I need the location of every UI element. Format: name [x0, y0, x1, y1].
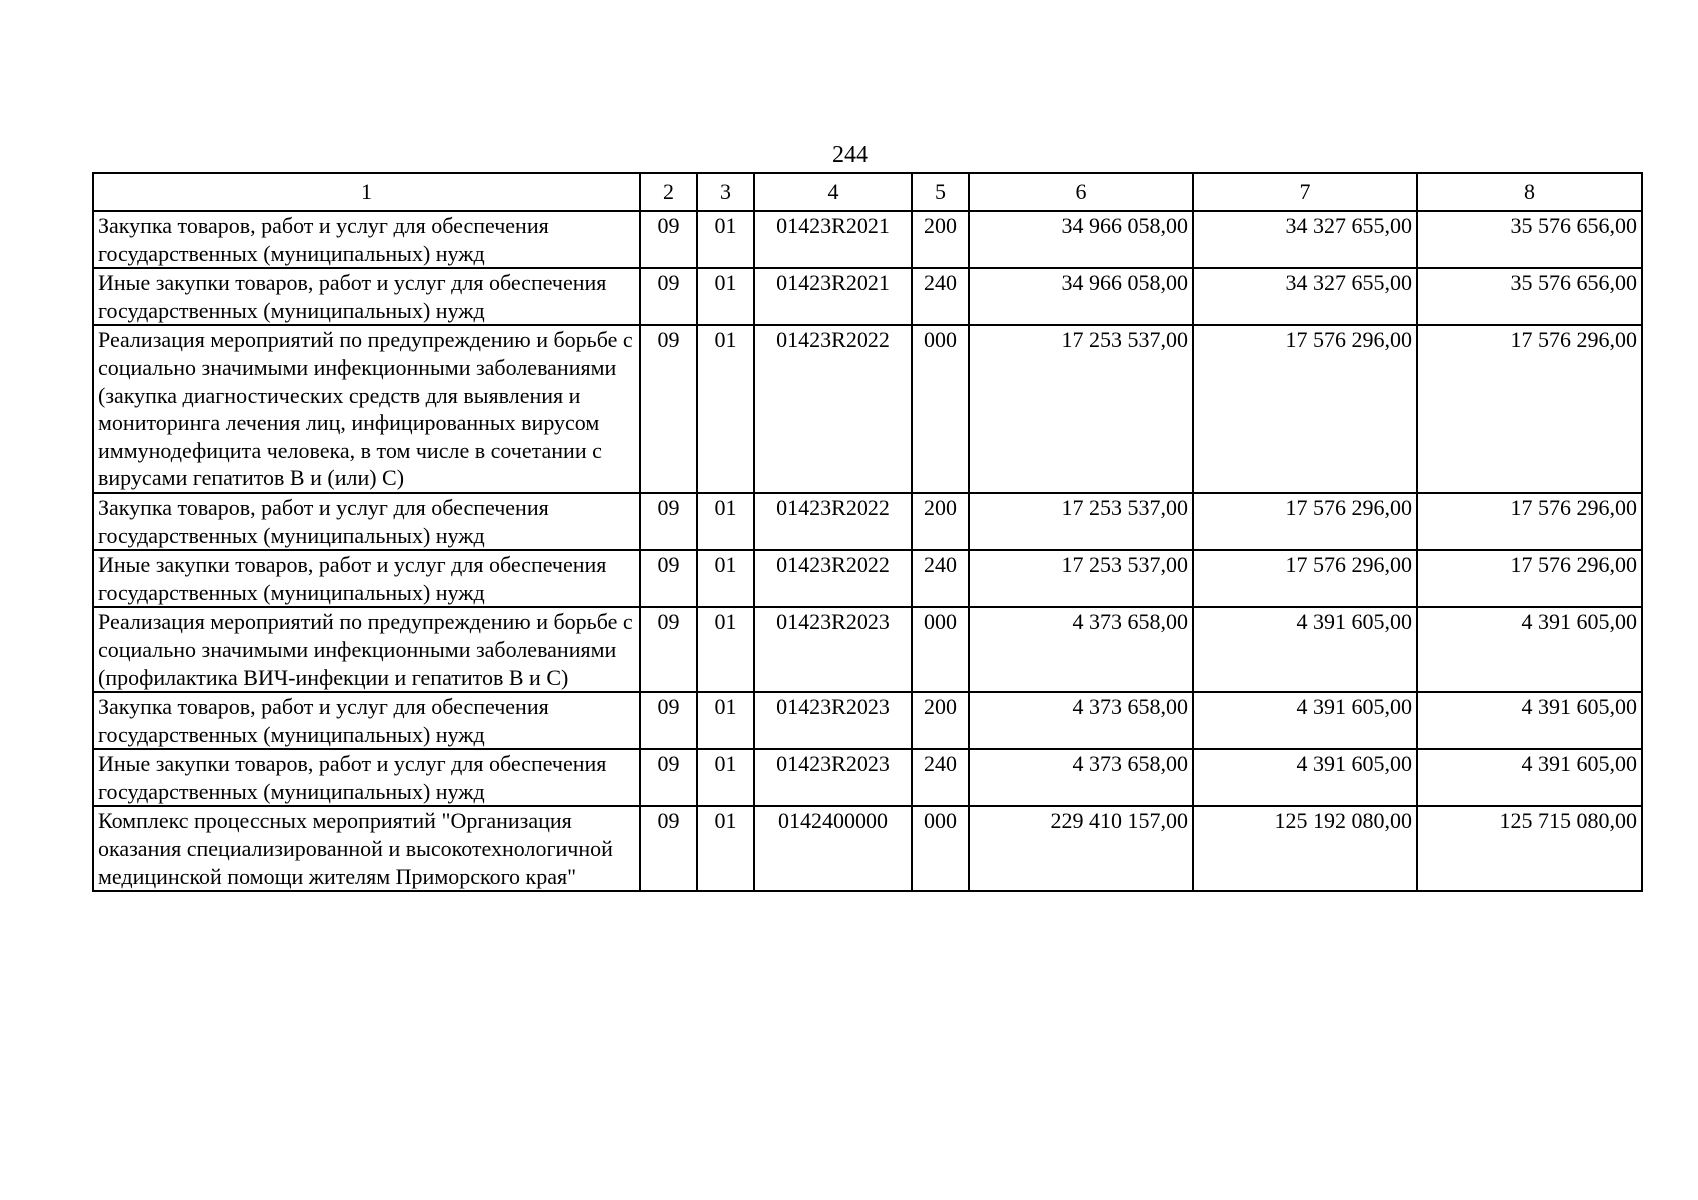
- amount-col-8: 125 715 080,00: [1417, 806, 1642, 891]
- table-row: [93, 607, 1642, 692]
- amount-col-7: 4 391 605,00: [1193, 692, 1417, 749]
- table-row: [93, 493, 1642, 550]
- column-header: 1: [93, 173, 640, 211]
- amount-col-7: 4 391 605,00: [1193, 607, 1417, 692]
- amount-col-6: 17 253 537,00: [969, 325, 1193, 493]
- row-name: Закупка товаров, работ и услуг для обеспечения государственных (муниципальных) нужд: [93, 692, 640, 749]
- row-name: Реализация мероприятий по предупреждению и борьбе с социально значимыми инфекционными заболеваниями (профилактика ВИЧ-инфекции и гепатитов B и C): [93, 607, 640, 692]
- amount-col-8: 4 391 605,00: [1417, 607, 1642, 692]
- amount-col-8: 17 576 296,00: [1417, 325, 1642, 493]
- amount-col-6: 4 373 658,00: [969, 749, 1193, 806]
- expense-type-code: 200: [912, 211, 969, 268]
- subsection-code: 01: [697, 607, 754, 692]
- expense-type-code: 200: [912, 692, 969, 749]
- column-header: 2: [640, 173, 697, 211]
- amount-col-6: 4 373 658,00: [969, 607, 1193, 692]
- section-code: 09: [640, 692, 697, 749]
- amount-col-6: 34 966 058,00: [969, 268, 1193, 325]
- subsection-code: 01: [697, 268, 754, 325]
- expense-type-code: 200: [912, 493, 969, 550]
- column-header: 4: [754, 173, 912, 211]
- target-article-code: 01423R2023: [754, 749, 912, 806]
- expense-type-code: 000: [912, 325, 969, 493]
- row-name: Закупка товаров, работ и услуг для обеспечения государственных (муниципальных) нужд: [93, 211, 640, 268]
- target-article-code: 01423R2022: [754, 325, 912, 493]
- amount-col-7: 34 327 655,00: [1193, 268, 1417, 325]
- section-code: 09: [640, 268, 697, 325]
- amount-col-6: 17 253 537,00: [969, 493, 1193, 550]
- table-row: [93, 211, 1642, 268]
- page-number: 244: [832, 142, 868, 168]
- amount-col-8: 17 576 296,00: [1417, 550, 1642, 607]
- amount-col-7: 34 327 655,00: [1193, 211, 1417, 268]
- expense-type-code: 240: [912, 550, 969, 607]
- section-code: 09: [640, 607, 697, 692]
- row-name: Иные закупки товаров, работ и услуг для обеспечения государственных (муниципальных) нужд: [93, 550, 640, 607]
- section-code: 09: [640, 806, 697, 891]
- amount-col-8: 35 576 656,00: [1417, 211, 1642, 268]
- column-header: 7: [1193, 173, 1417, 211]
- expense-type-code: 000: [912, 806, 969, 891]
- target-article-code: 01423R2022: [754, 493, 912, 550]
- amount-col-7: 125 192 080,00: [1193, 806, 1417, 891]
- amount-col-7: 17 576 296,00: [1193, 550, 1417, 607]
- column-header: 3: [697, 173, 754, 211]
- target-article-code: 01423R2022: [754, 550, 912, 607]
- amount-col-6: 34 966 058,00: [969, 211, 1193, 268]
- expense-type-code: 240: [912, 268, 969, 325]
- table-row: [93, 268, 1642, 325]
- amount-col-7: 17 576 296,00: [1193, 493, 1417, 550]
- amount-col-8: 17 576 296,00: [1417, 493, 1642, 550]
- budget-table: [92, 172, 1643, 892]
- section-code: 09: [640, 211, 697, 268]
- row-name: Закупка товаров, работ и услуг для обеспечения государственных (муниципальных) нужд: [93, 493, 640, 550]
- table-row: [93, 325, 1642, 493]
- row-name: Реализация мероприятий по предупреждению и борьбе с социально значимыми инфекционными заболеваниями (закупка диагностических средств для выявления и мониторинга лечения лиц, инфицированных вирусом иммунодефицита человека, в том числе в сочетании с вирусами гепатитов B и (или) C): [93, 325, 640, 493]
- table-row: [93, 806, 1642, 891]
- target-article-code: 01423R2021: [754, 268, 912, 325]
- row-name: Комплекс процессных мероприятий "Организация оказания специализированной и высокотехнологичной медицинской помощи жителям Приморского края": [93, 806, 640, 891]
- table-row: [93, 692, 1642, 749]
- target-article-code: 0142400000: [754, 806, 912, 891]
- subsection-code: 01: [697, 806, 754, 891]
- amount-col-6: 229 410 157,00: [969, 806, 1193, 891]
- expense-type-code: 000: [912, 607, 969, 692]
- section-code: 09: [640, 550, 697, 607]
- subsection-code: 01: [697, 493, 754, 550]
- expense-type-code: 240: [912, 749, 969, 806]
- amount-col-8: 35 576 656,00: [1417, 268, 1642, 325]
- amount-col-6: 17 253 537,00: [969, 550, 1193, 607]
- table-row: [93, 550, 1642, 607]
- header-row: [93, 173, 1642, 211]
- target-article-code: 01423R2021: [754, 211, 912, 268]
- amount-col-8: 4 391 605,00: [1417, 692, 1642, 749]
- section-code: 09: [640, 493, 697, 550]
- target-article-code: 01423R2023: [754, 692, 912, 749]
- subsection-code: 01: [697, 749, 754, 806]
- column-header: 8: [1417, 173, 1642, 211]
- row-name: Иные закупки товаров, работ и услуг для обеспечения государственных (муниципальных) нужд: [93, 268, 640, 325]
- table-row: [93, 749, 1642, 806]
- section-code: 09: [640, 325, 697, 493]
- amount-col-8: 4 391 605,00: [1417, 749, 1642, 806]
- target-article-code: 01423R2023: [754, 607, 912, 692]
- column-header: 5: [912, 173, 969, 211]
- amount-col-7: 4 391 605,00: [1193, 749, 1417, 806]
- row-name: Иные закупки товаров, работ и услуг для обеспечения государственных (муниципальных) нужд: [93, 749, 640, 806]
- section-code: 09: [640, 749, 697, 806]
- amount-col-7: 17 576 296,00: [1193, 325, 1417, 493]
- column-header: 6: [969, 173, 1193, 211]
- amount-col-6: 4 373 658,00: [969, 692, 1193, 749]
- subsection-code: 01: [697, 550, 754, 607]
- subsection-code: 01: [697, 325, 754, 493]
- subsection-code: 01: [697, 692, 754, 749]
- subsection-code: 01: [697, 211, 754, 268]
